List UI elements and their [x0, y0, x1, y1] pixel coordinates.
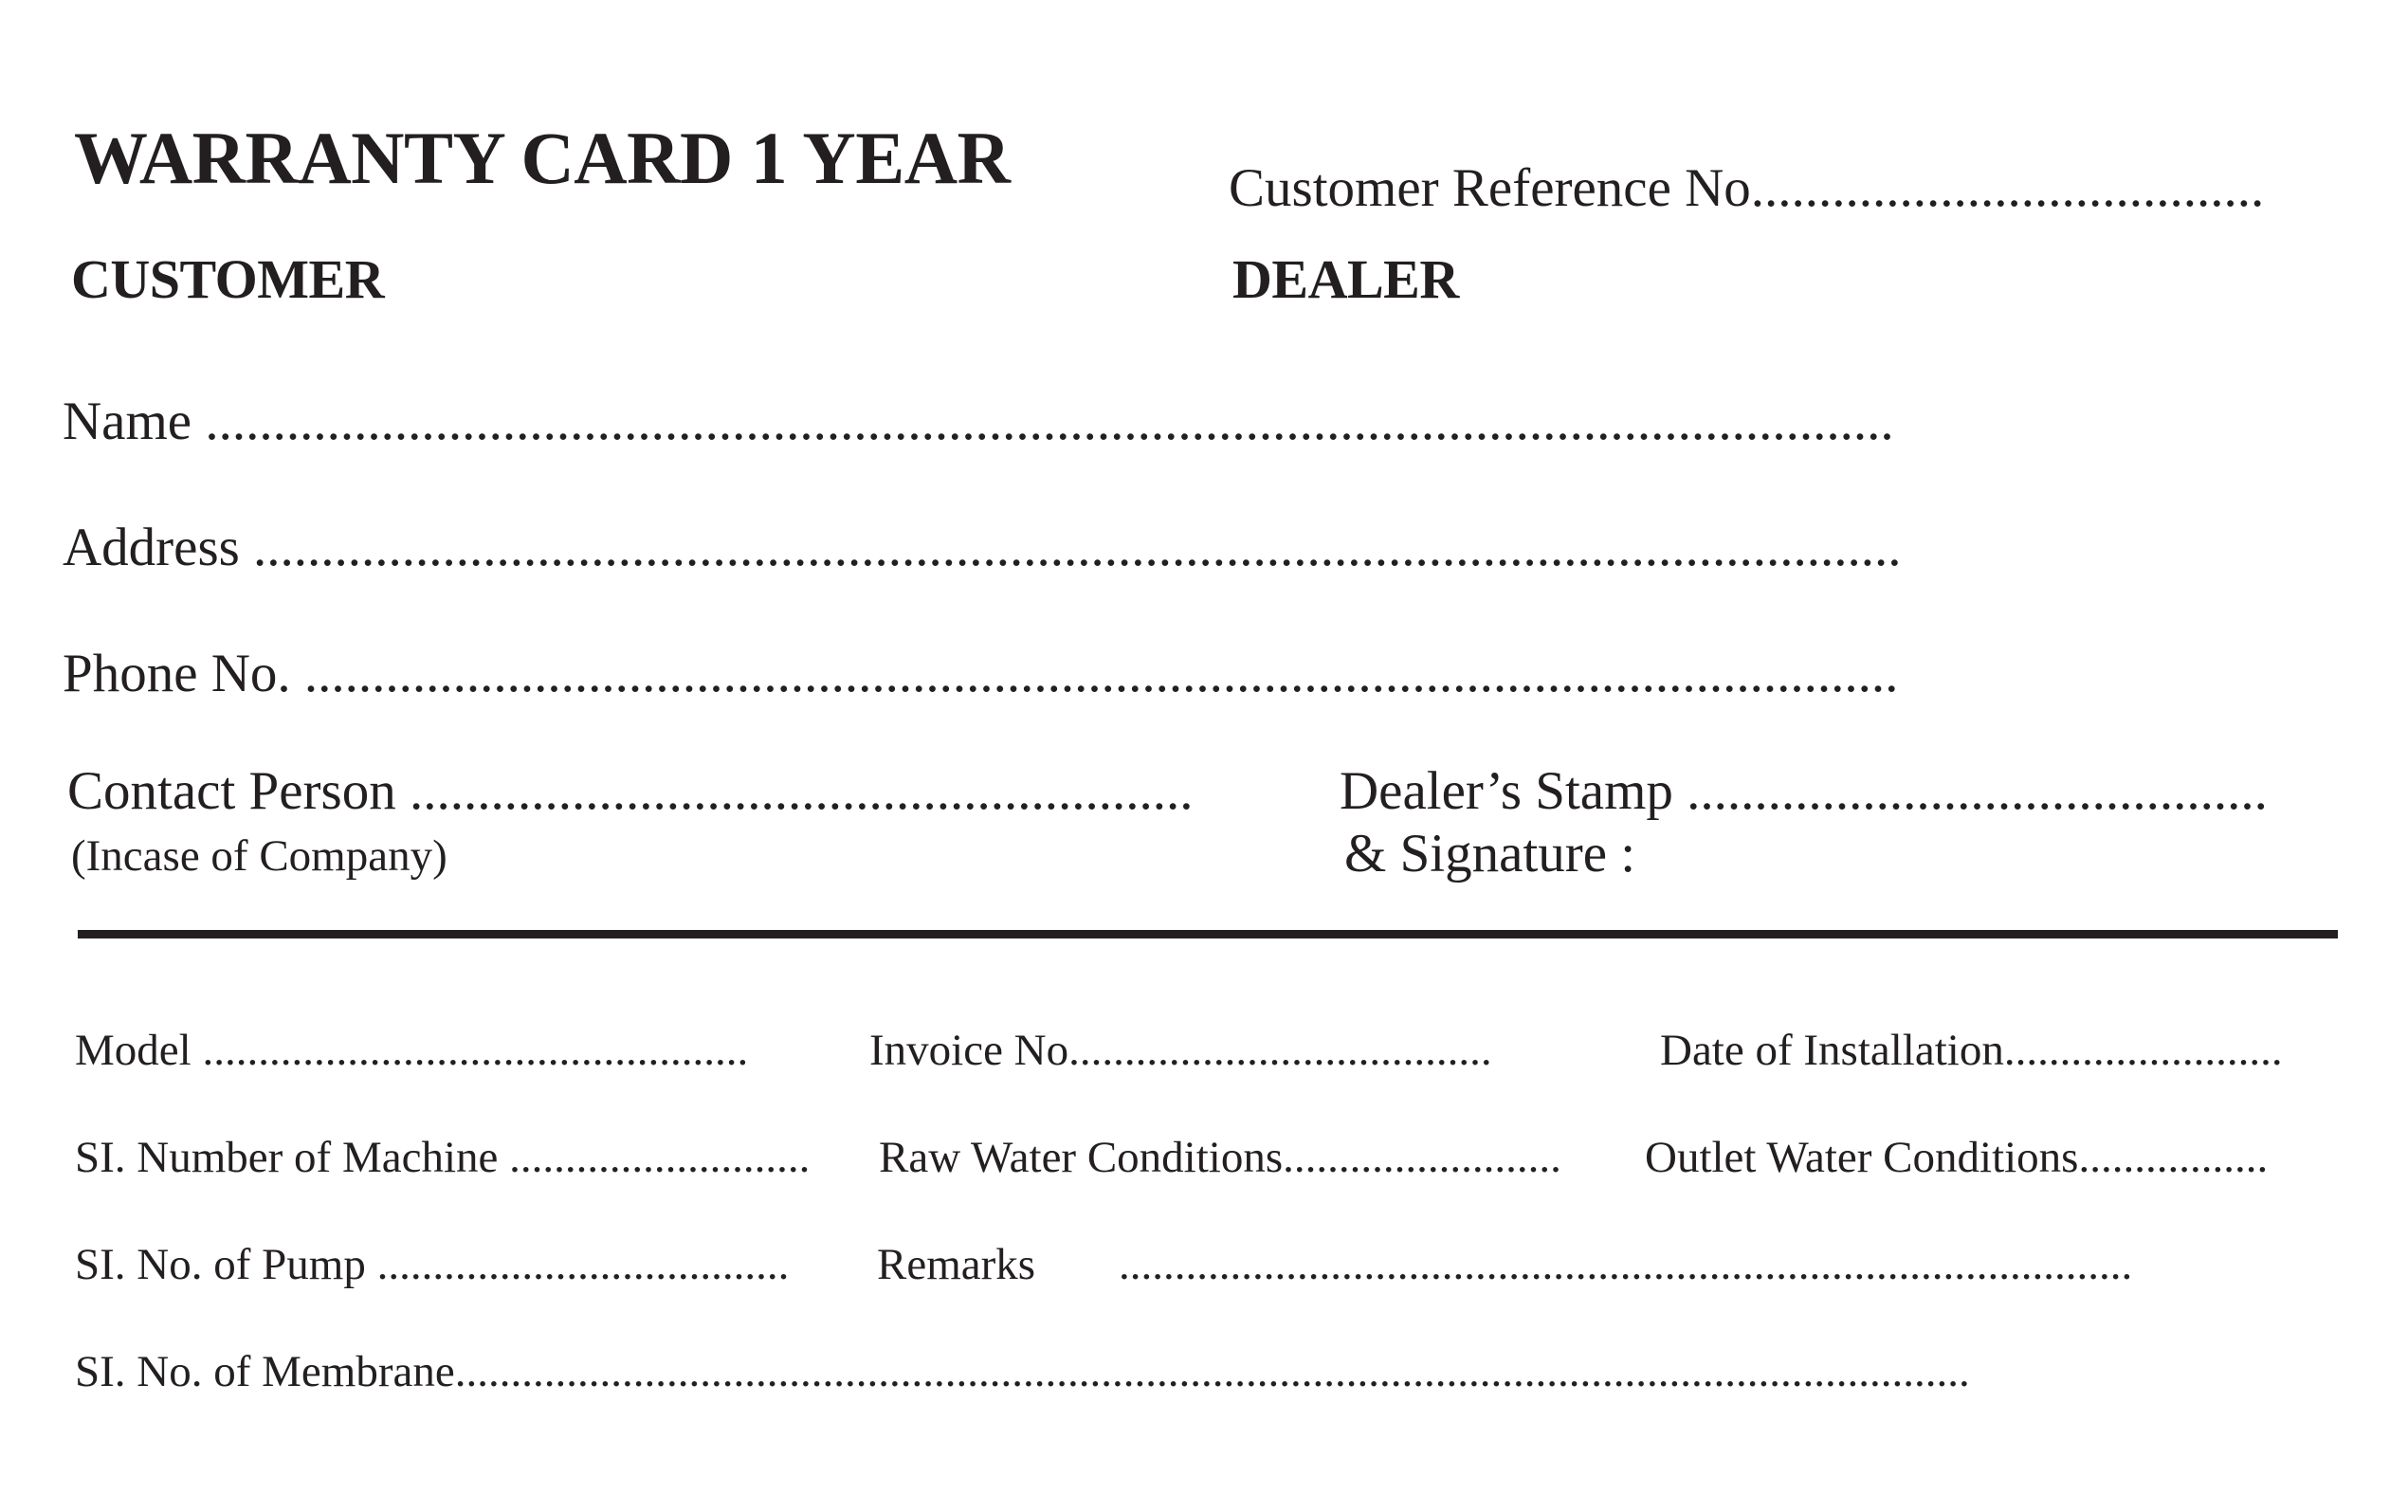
- date-of-installation-field: Date of Installation.........................: [1660, 1026, 2283, 1075]
- dealer-stamp-field: Dealer’s Stamp ...........................................: [1340, 761, 2268, 821]
- machine-serial-field: SI. Number of Machine ...........................: [75, 1133, 811, 1182]
- card-title: WARRANTY CARD 1 YEAR: [74, 117, 1011, 199]
- contact-person-field: Contact Person ..........................................................: [67, 761, 1194, 821]
- membrane-serial-field: SI. No. of Membrane........................................................................................................................................: [75, 1347, 1970, 1396]
- customer-heading: CUSTOMER: [71, 248, 385, 310]
- section-divider: [78, 930, 2338, 938]
- model-field: Model .................................................: [75, 1026, 749, 1075]
- invoice-no-field: Invoice No......................................: [869, 1026, 1492, 1075]
- address-field: Address ..........................................................................................................................: [63, 518, 1902, 577]
- name-field: Name .............................................................................................................................: [63, 392, 1894, 451]
- dealer-signature-field: & Signature :: [1344, 824, 1636, 884]
- dealer-heading: DEALER: [1232, 248, 1459, 310]
- pump-serial-field: SI. No. of Pump .....................................: [75, 1240, 790, 1289]
- outlet-water-conditions-field: Outlet Water Conditions.................: [1645, 1133, 2269, 1182]
- contact-person-note: (Incase of Company): [71, 831, 447, 881]
- customer-reference-field: Customer Reference No......................................: [1229, 158, 2265, 218]
- raw-water-conditions-field: Raw Water Conditions.........................: [879, 1133, 1561, 1182]
- remarks-label: Remarks: [877, 1240, 1036, 1289]
- remarks-field: ...........................................................................................: [1119, 1240, 2133, 1289]
- phone-field: Phone No. ......................................................................................................................: [63, 644, 1899, 703]
